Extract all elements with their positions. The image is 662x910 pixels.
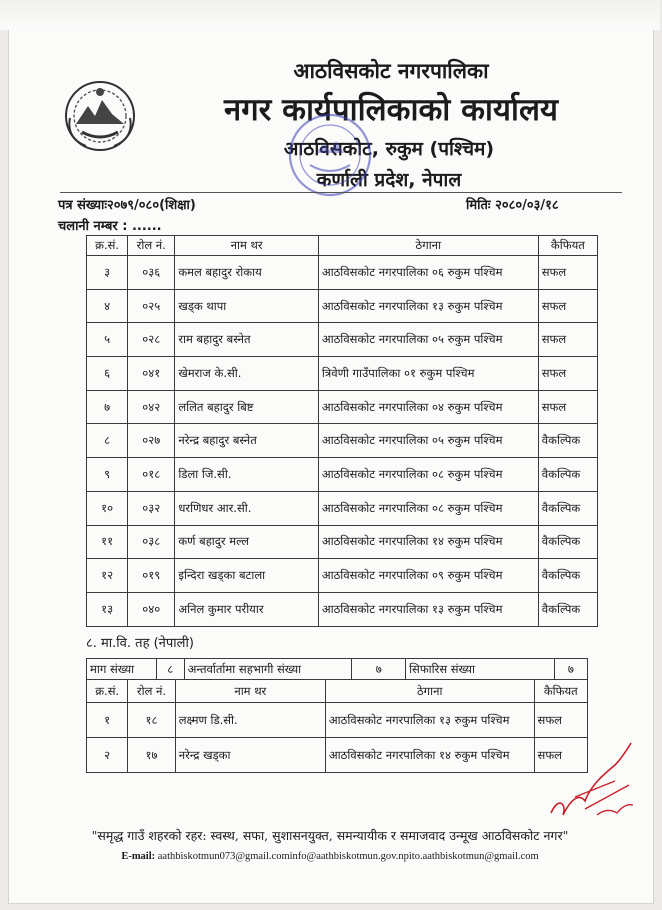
- table-row: [87, 491, 598, 525]
- cell-address: आठविसकोट नगरपालिका १३ रुकुम पश्चिम: [318, 289, 538, 323]
- demand-label: माग संख्या: [87, 659, 157, 680]
- summary-row: [87, 659, 588, 680]
- cell-name: धरणिधर आर.सी.: [175, 491, 319, 525]
- cell-name: नरेन्द्र बहादुर बस्नेत: [175, 424, 319, 458]
- cell-serial: ८: [87, 424, 128, 458]
- interview-value: ७: [352, 659, 406, 680]
- signature-icon: [545, 735, 637, 825]
- cell-remarks: वैकल्पिक: [538, 559, 597, 593]
- cell-address: आठविसकोट नगरपालिका १४ रुकुम पश्चिम: [325, 738, 534, 773]
- cell-name: ललित बहादुर बिष्ट: [175, 390, 319, 424]
- table-row: [87, 525, 598, 559]
- cell-remarks: सफल: [534, 738, 587, 773]
- cell-address: आठविसकोट नगरपालिका ०५ रुकुम पश्चिम: [318, 424, 538, 458]
- cell-roll: ०३२: [128, 491, 175, 525]
- table-row: [87, 289, 598, 323]
- cell-name: नरेन्द्र खड्का: [175, 738, 325, 773]
- col-name: नाम थर: [175, 680, 325, 703]
- table-row: [87, 323, 598, 357]
- results-table-2: [86, 679, 588, 773]
- cell-roll: ०१८: [128, 458, 175, 492]
- cell-name: कमल बहादुर रोकाय: [175, 256, 319, 290]
- cell-address: आठविसकोट नगरपालिका ०८ रुकुम पश्चिम: [318, 458, 538, 492]
- cell-serial: ५: [87, 323, 128, 357]
- cell-roll: ०३८: [128, 525, 175, 559]
- cell-address: आठविसकोट नगरपालिका १३ रुकुम पश्चिम: [325, 703, 534, 738]
- cell-serial: १: [87, 703, 128, 738]
- cell-remarks: वैकल्पिक: [538, 458, 597, 492]
- cell-roll: ०२५: [128, 289, 175, 323]
- col-address: ठेगाना: [318, 236, 538, 256]
- cell-roll: ०१९: [128, 559, 175, 593]
- cell-serial: ११: [87, 525, 128, 559]
- cell-roll: ०४१: [128, 357, 175, 391]
- demand-value: ८: [156, 659, 184, 680]
- cell-serial: १२: [87, 559, 128, 593]
- summary-table: [86, 658, 588, 680]
- cell-remarks: सफल: [538, 390, 597, 424]
- cell-address: आठविसकोट नगरपालिका ०४ रुकुम पश्चिम: [318, 390, 538, 424]
- recommend-label: सिफारिस संख्या: [406, 659, 555, 680]
- cell-remarks: वैकल्पिक: [538, 592, 597, 626]
- footer-motto: "समृद्ध गाउँ शहरको रहर: स्वस्थ, सफा, सुशासनयुक्त, समन्यायीक र समाजवाद उन्मूख आठविसकोट नगर": [91, 828, 569, 843]
- cell-address: आठविसकोट नगरपालिका ०६ रुकुम पश्चिम: [318, 256, 538, 290]
- cell-serial: ४: [87, 289, 128, 323]
- province-line: कर्णाली प्रदेश, नेपाल: [316, 169, 462, 191]
- cell-name: कर्ण बहादुर मल्ल: [175, 525, 319, 559]
- col-remarks: कैफियत: [534, 680, 587, 703]
- cell-name: खड्क थापा: [175, 289, 319, 323]
- cell-roll: १८: [128, 703, 175, 738]
- footer-email: [60, 851, 600, 862]
- col-address: ठेगाना: [325, 680, 534, 703]
- cell-name: लक्ष्मण डि.सी.: [175, 703, 325, 738]
- cell-remarks: वैकल्पिक: [538, 491, 597, 525]
- cell-address: आठविसकोट नगरपालिका १४ रुकुम पश्चिम: [318, 525, 538, 559]
- col-serial: क्र.सं.: [87, 236, 128, 256]
- table-row: [87, 559, 598, 593]
- cell-address: त्रिवेणी गाउँपालिका ०१ रुकुम पश्चिम: [318, 357, 538, 391]
- cell-address: आठविसकोट नगरपालिका ०९ रुकुम पश्चिम: [318, 559, 538, 593]
- col-name: नाम थर: [175, 236, 319, 256]
- section-title: ८. मा.वि. तह (नेपाली): [86, 636, 194, 651]
- cell-serial: ९: [87, 458, 128, 492]
- office-title: नगर कार्यपालिकाको कार्यालय: [224, 92, 558, 128]
- email-label: E-mail:: [121, 851, 156, 862]
- page-shadow: [0, 0, 660, 30]
- cell-roll: ०२७: [128, 424, 175, 458]
- cell-roll: ०४२: [128, 390, 175, 424]
- cell-remarks: सफल: [534, 703, 587, 738]
- table-row: [87, 424, 598, 458]
- cell-remarks: सफल: [538, 357, 597, 391]
- cell-serial: ६: [87, 357, 128, 391]
- results-table: [86, 235, 598, 627]
- letter-date: मितिः २०८०/०३/१८: [466, 198, 559, 213]
- municipality-name: आठविसकोट नगरपालिका: [293, 59, 489, 83]
- cell-name: राम बहादुर बस्नेत: [175, 323, 319, 357]
- cell-remarks: वैकल्पिक: [538, 525, 597, 559]
- table-row: [87, 357, 598, 391]
- table-row: [87, 256, 598, 290]
- cell-serial: २: [87, 738, 128, 773]
- col-remarks: कैफियत: [538, 236, 597, 256]
- email-addresses: aathbiskotmun073@gmail.cominfo@aathbiskotmun.gov.npito.aathbiskotmun@gmail.com: [155, 851, 539, 862]
- cell-roll: ०४०: [128, 592, 175, 626]
- cell-remarks: सफल: [538, 256, 597, 290]
- table-row: [87, 458, 598, 492]
- cell-serial: १०: [87, 491, 128, 525]
- table-row: [87, 703, 588, 738]
- dispatch-number: चलानी नम्बर : ......: [58, 219, 162, 234]
- cell-serial: ३: [87, 256, 128, 290]
- col-serial: क्र.सं.: [87, 680, 128, 703]
- col-roll: रोल नं.: [128, 680, 175, 703]
- office-stamp-icon: [282, 107, 378, 203]
- cell-address: आठविसकोट नगरपालिका ०८ रुकुम पश्चिम: [318, 491, 538, 525]
- cell-address: आठविसकोट नगरपालिका ०५ रुकुम पश्चिम: [318, 323, 538, 357]
- cell-name: इन्दिरा खड्का बटाला: [175, 559, 319, 593]
- table-row: [87, 738, 588, 773]
- interview-label: अन्तर्वार्तामा सहभागी संख्या: [184, 659, 352, 680]
- cell-remarks: सफल: [538, 289, 597, 323]
- table-row: [87, 592, 598, 626]
- cell-name: डिला जि.सी.: [175, 458, 319, 492]
- cell-roll: ०२८: [128, 323, 175, 357]
- cell-serial: १३: [87, 592, 128, 626]
- cell-name: खेमराज के.सी.: [175, 357, 319, 391]
- cell-remarks: सफल: [538, 323, 597, 357]
- cell-name: अनिल कुमार परीयार: [175, 592, 319, 626]
- cell-address: आठविसकोट नगरपालिका १३ रुकुम पश्चिम: [318, 592, 538, 626]
- cell-remarks: वैकल्पिक: [538, 424, 597, 458]
- table-row: [87, 390, 598, 424]
- cell-serial: ७: [87, 390, 128, 424]
- cell-roll: १७: [128, 738, 175, 773]
- header-divider: [60, 192, 622, 193]
- col-roll: रोल नं.: [128, 236, 175, 256]
- table-header-row: [87, 680, 588, 703]
- reference-number: पत्र संख्याः२०७९/०८०(शिक्षा): [58, 198, 196, 213]
- cell-roll: ०३६: [128, 256, 175, 290]
- office-address: आठविसकोट, रुकुम (पश्चिम): [283, 138, 495, 160]
- recommend-value: ७: [554, 659, 587, 680]
- table-header-row: [87, 236, 598, 256]
